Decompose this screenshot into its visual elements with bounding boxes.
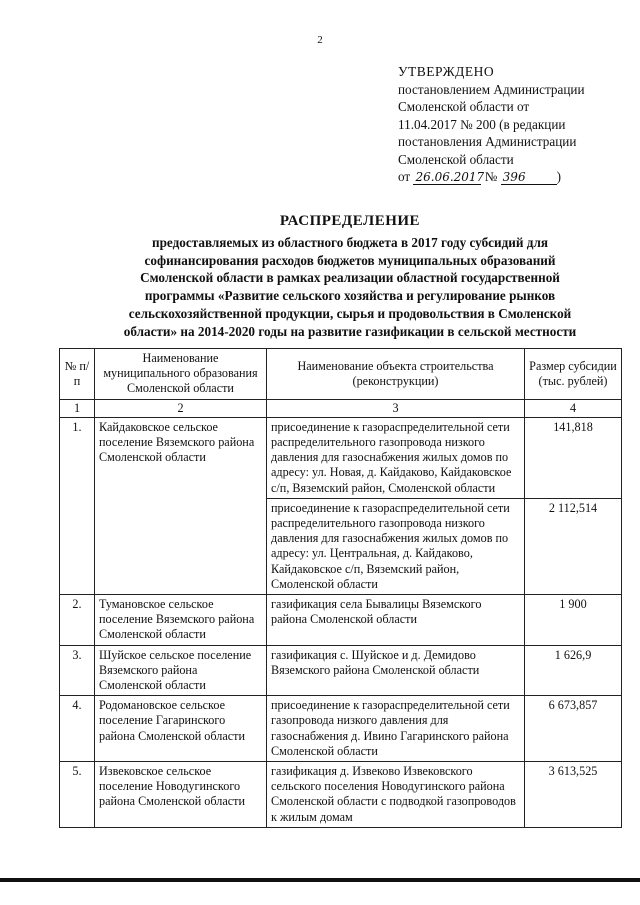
row-object: присоединение к газораспределительной сети газопровода низкого давления для газоснабжения д. Ивино Гагаринского района Смоленской области	[267, 696, 525, 762]
header-object: Наименование объекта строительства (реконструкции)	[267, 349, 525, 400]
row-amount: 141,818	[525, 417, 622, 498]
row-municipality: Кайдаковское сельское поселение Вяземского района Смоленской области	[95, 417, 267, 594]
row-object: газификация с. Шуйское и д. Демидово Вяземского района Смоленской области	[267, 645, 525, 696]
row-amount: 3 613,525	[525, 762, 622, 828]
row-number: 4.	[60, 696, 95, 762]
approval-number-sign: №	[484, 169, 498, 184]
approval-date-line	[398, 168, 628, 186]
row-object: газификация села Бывалицы Вяземского района Смоленской области	[267, 595, 525, 646]
table-row	[60, 645, 622, 696]
handwritten-number: 396	[501, 171, 557, 185]
row-amount: 1 626,9	[525, 645, 622, 696]
header-num: № п/п	[60, 349, 95, 400]
row-number: 2.	[60, 595, 95, 646]
subtitle-line: программы «Развитие сельского хозяйства и регулирование рынков	[144, 288, 556, 304]
row-object: газификация д. Извеково Извековского сельского поселения Новодугинского района Смоленской области с подводкой газопроводов к жилым домам	[267, 762, 525, 828]
column-number: 3	[267, 399, 525, 417]
subsidy-table	[59, 348, 622, 828]
column-number-row	[60, 399, 622, 417]
subtitle-line: предоставляемых из областного бюджета в 2017 году субсидий для	[152, 235, 548, 250]
page-number: 2	[317, 34, 323, 46]
row-municipality: Шуйское сельское поселение Вяземского района Смоленской области	[95, 645, 267, 696]
approval-closing-paren: )	[556, 169, 562, 184]
subtitle-line: Смоленской области в рамках реализации областной государственной	[140, 270, 560, 286]
page-bottom-rule	[0, 878, 640, 882]
document-subtitle	[80, 234, 620, 340]
table-row	[60, 595, 622, 646]
table-row	[60, 762, 622, 828]
row-municipality: Извековское сельское поселение Новодугинского района Смоленской области	[95, 762, 267, 828]
approval-line: 11.04.2017 № 200 (в редакции	[398, 116, 566, 132]
table-header-row	[60, 349, 622, 400]
row-amount: 6 673,857	[525, 696, 622, 762]
column-number: 2	[95, 399, 267, 417]
row-municipality: Родомановское сельское поселение Гагаринского района Смоленской области	[95, 696, 267, 762]
header-amount: Размер субсидии (тыс. рублей)	[525, 349, 622, 400]
subtitle-line: сельскохозяйственной продукции, сырья и продовольствия в Смоленской	[128, 305, 572, 321]
subtitle-line: области» на 2014-2020 годы на развитие газификации в сельской местности	[123, 323, 577, 339]
approval-heading: УТВЕРЖДЕНО	[398, 64, 495, 79]
row-amount: 1 900	[525, 595, 622, 646]
approval-line: постановления Администрации	[398, 134, 577, 149]
row-object: присоединение к газораспределительной сети распределительного газопровода низкого давления для газоснабжения жилых домов по адресу: ул. Новая, д. Кайдаково, Кайдаковское с/п, Вяземский район, Смоленской области	[267, 417, 525, 498]
approval-line: Смоленской области	[398, 151, 514, 167]
row-amount: 2 112,514	[525, 498, 622, 594]
row-object: присоединение к газораспределительной сети распределительного газопровода низкого давления для газоснабжения жилых домов по адресу: ул. Центральная, д. Кайдаково, Кайдаковское с/п, Вяземский район, Смоленской области	[267, 498, 525, 594]
row-municipality: Тумановское сельское поселение Вяземского района Смоленской области	[95, 595, 267, 646]
subtitle-line: софинансирования расходов бюджетов муниципальных образований	[144, 252, 556, 268]
row-number: 1.	[60, 417, 95, 594]
table-row	[60, 696, 622, 762]
column-number: 4	[525, 399, 622, 417]
approval-stamp-block	[398, 63, 628, 186]
handwritten-date: 26.06.2017	[415, 170, 485, 184]
approval-line: постановлением Администрации	[398, 81, 585, 97]
header-municipality: Наименование муниципального образования Смоленской области	[95, 349, 267, 400]
approval-line: Смоленской области от	[398, 99, 530, 114]
approval-date-prefix: от	[398, 169, 411, 184]
column-number: 1	[60, 399, 95, 417]
row-number: 3.	[60, 645, 95, 696]
row-number: 5.	[60, 762, 95, 828]
table-row	[60, 417, 622, 498]
document-title: РАСПРЕДЕЛЕНИЕ	[279, 213, 421, 229]
